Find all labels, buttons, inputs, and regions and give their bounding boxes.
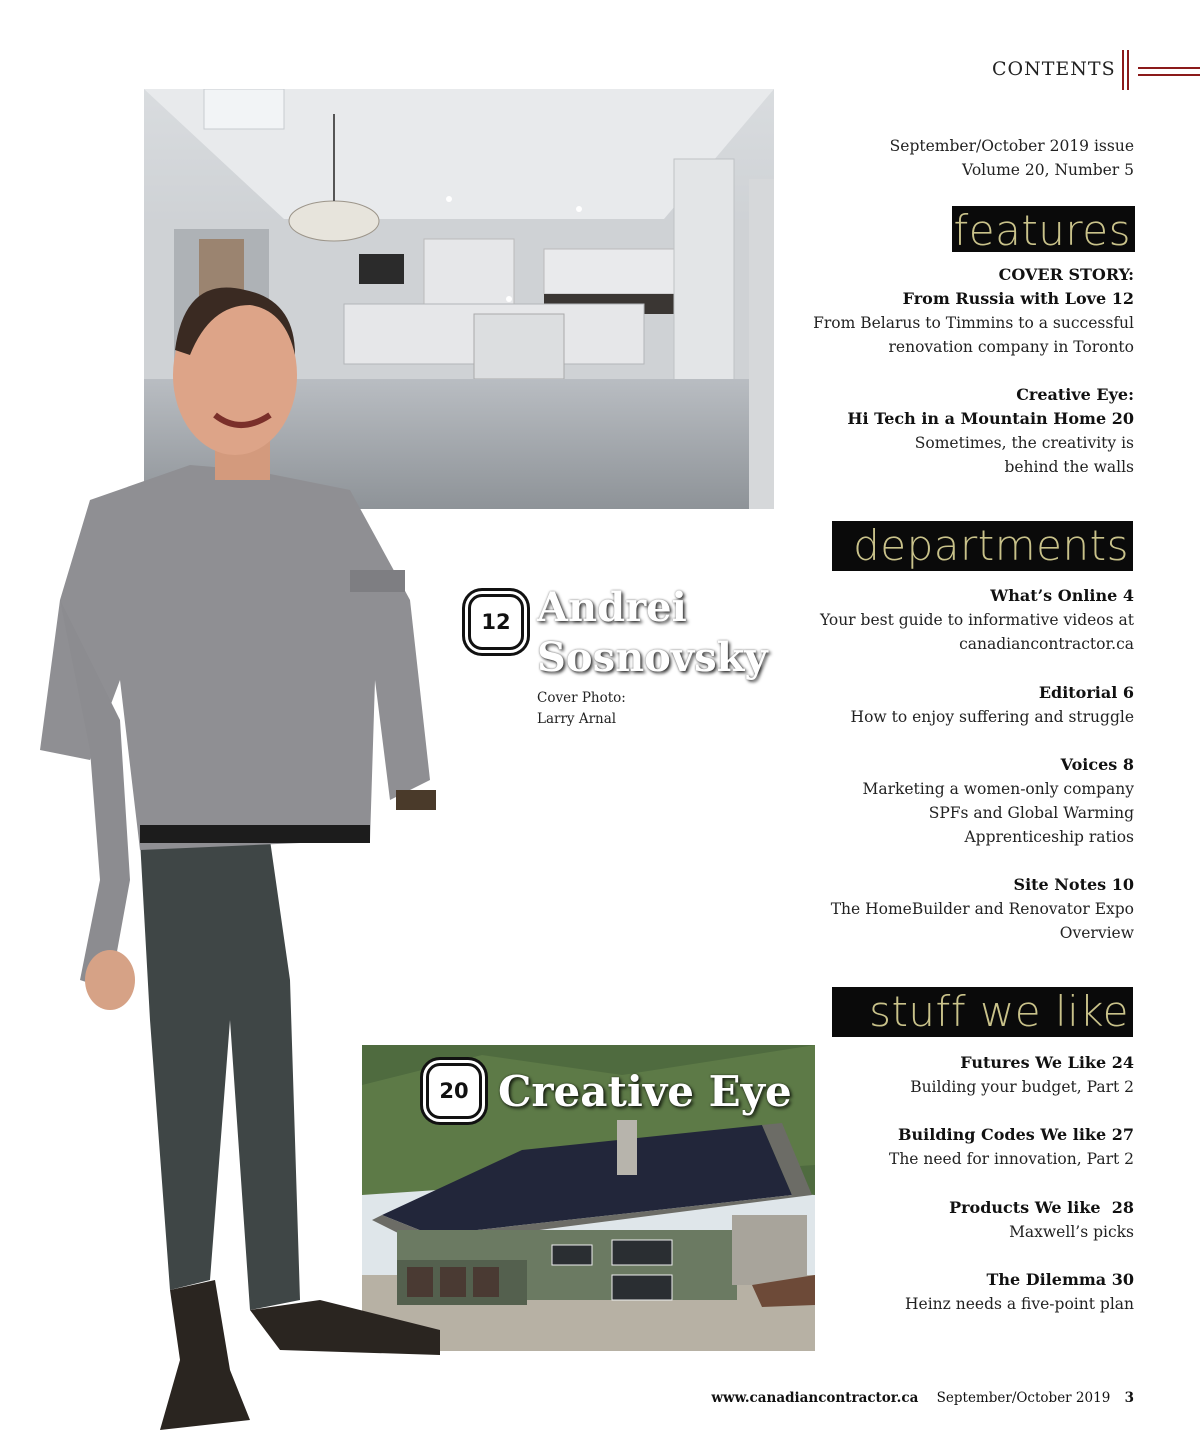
toc-desc: Building your budget, Part 2	[910, 1078, 1134, 1096]
toc-entry-futures[interactable]	[774, 1051, 1134, 1099]
toc-entry-dilemma[interactable]	[774, 1268, 1134, 1316]
toc-desc: SPFs and Global Warming	[928, 804, 1134, 822]
toc-desc: The need for innovation, Part 2	[888, 1150, 1134, 1168]
toc-entry-cover-story[interactable]	[774, 263, 1134, 359]
toc-desc: behind the walls	[1004, 458, 1134, 476]
toc-entry-products[interactable]	[774, 1196, 1134, 1244]
toc-entry-voices[interactable]	[774, 753, 1134, 849]
cover-name-last: Sosnovsky	[537, 634, 768, 681]
contents-rule-vertical	[1122, 50, 1129, 90]
toc-desc: From Belarus to Timmins to a successful	[813, 314, 1134, 332]
toc-desc: Marketing a women-only company	[862, 780, 1134, 798]
cover-credit-name: Larry Arnal	[537, 711, 617, 727]
toc-desc: Heinz needs a five-point plan	[905, 1295, 1134, 1313]
toc-title: Voices 8	[1060, 755, 1134, 774]
cover-subject-photo	[20, 280, 450, 1433]
toc-desc: Apprenticeship ratios	[964, 828, 1134, 846]
toc-title: Products We like 28	[949, 1198, 1134, 1217]
toc-desc: How to enjoy suffering and struggle	[850, 708, 1134, 726]
toc-desc: renovation company in Toronto	[888, 338, 1134, 356]
departments-banner: departments	[832, 521, 1133, 571]
toc-title: Futures We Like 24	[960, 1053, 1134, 1072]
toc-title: What’s Online 4	[990, 586, 1134, 605]
cover-name-first: Andrei	[537, 584, 687, 631]
toc-title: Hi Tech in a Mountain Home 20	[847, 409, 1134, 428]
toc-desc: canadiancontractor.ca	[959, 635, 1134, 653]
toc-desc: Maxwell’s picks	[1009, 1223, 1134, 1241]
issue-volume: Volume 20, Number 5	[962, 161, 1134, 179]
toc-title: From Russia with Love 12	[902, 289, 1134, 308]
toc-entry-whats-online[interactable]	[774, 584, 1134, 656]
footer-date: September/October 2019	[936, 1390, 1111, 1406]
toc-title: Site Notes 10	[1013, 875, 1134, 894]
features-banner: features	[952, 206, 1135, 252]
toc-entry-building-codes[interactable]	[774, 1123, 1134, 1171]
toc-desc: Overview	[1059, 924, 1134, 942]
contents-label: CONTENTS	[992, 58, 1116, 80]
creative-eye-title: Creative Eye	[498, 1067, 792, 1116]
creative-page-number-badge[interactable]: 20	[426, 1063, 482, 1119]
toc-kicker: COVER STORY:	[998, 265, 1134, 284]
toc-title: The Dilemma 30	[986, 1270, 1134, 1289]
toc-desc: Your best guide to informative videos at	[819, 611, 1134, 629]
contents-rule-horizontal	[1138, 67, 1200, 76]
page-number: 3	[1124, 1390, 1134, 1406]
cover-page-number-badge[interactable]: 12	[468, 594, 524, 650]
issue-date: September/October 2019 issue	[889, 137, 1134, 155]
toc-entry-editorial[interactable]	[774, 681, 1134, 729]
toc-entry-site-notes[interactable]	[774, 873, 1134, 945]
toc-desc: Sometimes, the creativity is	[914, 434, 1134, 452]
footer-url[interactable]: www.canadiancontractor.ca	[711, 1390, 919, 1406]
toc-title: Building Codes We like 27	[898, 1125, 1134, 1144]
toc-desc: The HomeBuilder and Renovator Expo	[830, 900, 1134, 918]
toc-title: Editorial 6	[1038, 683, 1134, 702]
page-footer	[711, 1390, 1134, 1406]
cover-credit-label: Cover Photo:	[537, 690, 626, 706]
toc-entry-creative-eye[interactable]	[774, 383, 1134, 479]
toc-kicker: Creative Eye:	[1016, 385, 1134, 404]
stuff-we-like-banner: stuff we like	[832, 987, 1133, 1037]
